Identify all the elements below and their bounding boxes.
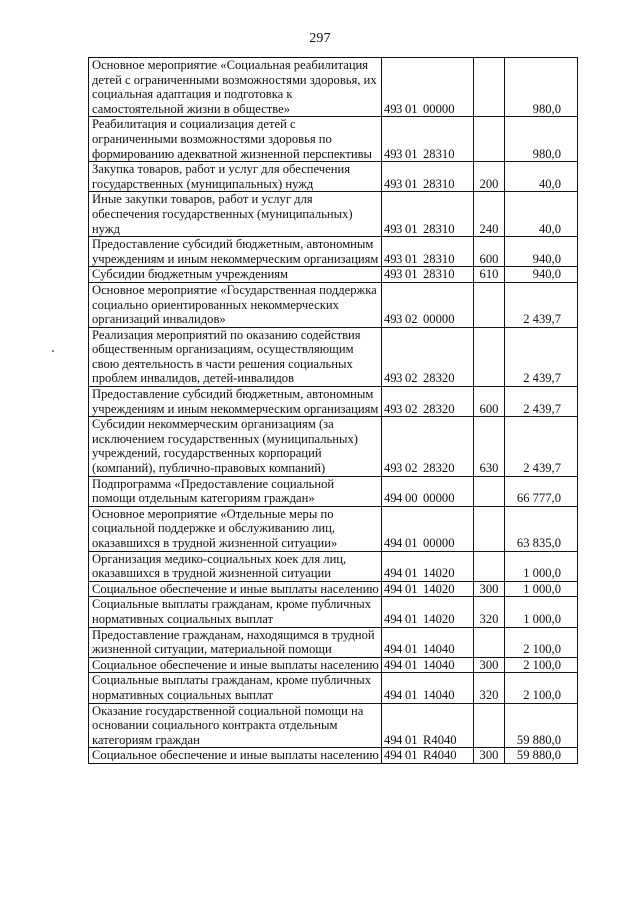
- table-row: [89, 282, 578, 327]
- row-amount: 59 880,0: [505, 748, 578, 764]
- row-expense-type: [474, 476, 505, 506]
- row-name: Реабилитация и социализация детей с ограниченными возможностями здоровья по формированию адекватной жизненной перспективы: [89, 117, 382, 162]
- table-row: [89, 703, 578, 748]
- code-main-event: 01: [405, 251, 418, 266]
- code-program: 49: [384, 146, 397, 161]
- row-name: Социальное обеспечение и иные выплаты населению: [89, 748, 382, 764]
- code-program: 49: [384, 566, 397, 581]
- table-row: [89, 476, 578, 506]
- row-name: Социальные выплаты гражданам, кроме публичных нормативных социальных выплат: [89, 673, 382, 703]
- code-direction: 28320: [423, 401, 455, 416]
- row-name: Социальное обеспечение и иные выплаты населению: [89, 657, 382, 673]
- table-row: [89, 237, 578, 267]
- table-row: [89, 267, 578, 283]
- row-amount: 980,0: [505, 117, 578, 162]
- code-program: 49: [384, 536, 397, 550]
- code-subprogram: 3: [396, 176, 403, 191]
- code-program: 49: [384, 371, 397, 386]
- code-subprogram: 4: [396, 611, 403, 626]
- code-main-event: 01: [405, 642, 418, 657]
- code-direction: 00000: [423, 312, 455, 327]
- row-code: [382, 476, 474, 506]
- row-name: Социальное обеспечение и иные выплаты населению: [89, 581, 382, 597]
- row-amount: 40,0: [505, 162, 578, 192]
- row-code: [382, 581, 474, 597]
- row-code: [382, 703, 474, 748]
- code-direction: 14040: [423, 687, 455, 702]
- code-program: 49: [384, 312, 397, 327]
- code-subprogram: 3: [396, 267, 403, 282]
- code-direction: 00000: [423, 491, 455, 506]
- code-main-event: 00: [405, 491, 418, 506]
- row-amount: 2 439,7: [505, 387, 578, 417]
- code-main-event: 01: [405, 748, 418, 763]
- code-subprogram: 4: [396, 748, 403, 763]
- row-amount: 1 000,0: [505, 551, 578, 581]
- row-amount: 940,0: [505, 267, 578, 283]
- table-row: [89, 58, 578, 117]
- table-row: [89, 657, 578, 673]
- table-row: [89, 192, 578, 237]
- code-program: 49: [384, 748, 397, 763]
- code-direction: 00000: [423, 536, 455, 550]
- row-code: [382, 387, 474, 417]
- row-amount: 2 100,0: [505, 627, 578, 657]
- row-code: [382, 162, 474, 192]
- row-amount: 980,0: [505, 58, 578, 117]
- code-subprogram: 4: [396, 491, 403, 506]
- row-code: [382, 657, 474, 673]
- row-expense-type: 600: [474, 387, 505, 417]
- code-direction: 28320: [423, 371, 455, 386]
- code-subprogram: 3: [396, 371, 403, 386]
- code-subprogram: 3: [396, 461, 403, 476]
- row-name: Социальные выплаты гражданам, кроме публичных нормативных социальных выплат: [89, 597, 382, 627]
- code-subprogram: 3: [396, 221, 403, 236]
- row-amount: 2 100,0: [505, 657, 578, 673]
- code-main-event: 01: [405, 687, 418, 702]
- code-direction: 28310: [423, 251, 455, 266]
- row-amount: 2 439,7: [505, 282, 578, 327]
- row-name: Иные закупки товаров, работ и услуг для обеспечения государственных (муниципальных) нужд: [89, 192, 382, 237]
- row-expense-type: [474, 117, 505, 162]
- code-program: 49: [384, 732, 397, 747]
- code-program: 49: [384, 581, 397, 596]
- code-direction: R4040: [423, 748, 457, 763]
- code-direction: 14040: [423, 657, 455, 672]
- code-main-event: 01: [405, 566, 418, 581]
- table-row: [89, 417, 578, 476]
- row-expense-type: [474, 703, 505, 748]
- code-main-event: 01: [405, 611, 418, 626]
- row-name: Субсидии некоммерческим организациям (за исключением государственных (муниципальных) учреждений, государственных корпораций (компаний), публично-правовых компаний): [89, 417, 382, 476]
- row-name: Субсидии бюджетным учреждениям: [89, 267, 382, 283]
- row-name: Закупка товаров, работ и услуг для обеспечения государственных (муниципальных) нужд: [89, 162, 382, 192]
- code-program: 49: [384, 611, 397, 626]
- row-expense-type: 200: [474, 162, 505, 192]
- table-row: [89, 627, 578, 657]
- row-code: [382, 58, 474, 117]
- code-program: 49: [384, 491, 397, 506]
- code-direction: 28320: [423, 461, 455, 476]
- code-subprogram: 3: [396, 146, 403, 161]
- code-program: 49: [384, 401, 397, 416]
- code-program: 49: [384, 642, 397, 657]
- row-amount: 2 439,7: [505, 327, 578, 386]
- row-expense-type: 320: [474, 597, 505, 627]
- row-expense-type: [474, 58, 505, 117]
- code-main-event: 01: [405, 146, 418, 161]
- code-subprogram: 4: [396, 566, 403, 581]
- row-amount: 2 439,7: [505, 417, 578, 476]
- table-row: [89, 506, 578, 551]
- code-main-event: 01: [405, 176, 418, 191]
- scan-speck: [52, 350, 54, 352]
- code-program: 49: [384, 101, 397, 116]
- row-code: [382, 117, 474, 162]
- row-expense-type: [474, 506, 505, 551]
- row-expense-type: 240: [474, 192, 505, 237]
- row-expense-type: 300: [474, 581, 505, 597]
- code-main-event: 01: [405, 732, 418, 747]
- code-direction: 28310: [423, 221, 455, 236]
- row-expense-type: [474, 627, 505, 657]
- code-subprogram: 4: [396, 732, 403, 747]
- row-amount: 1 000,0: [505, 597, 578, 627]
- code-main-event: 02: [405, 312, 418, 327]
- code-main-event: 01: [405, 581, 418, 596]
- row-name: Основное мероприятие «Социальная реабилитация детей с ограниченными возможностями здоровья, их социальная адаптация и подготовка к самостоятельной жизни в обществе»: [89, 58, 382, 117]
- row-amount: 2 100,0: [505, 673, 578, 703]
- table-row: [89, 581, 578, 597]
- code-direction: 14020: [423, 566, 455, 581]
- code-program: 49: [384, 461, 397, 476]
- table-row: [89, 117, 578, 162]
- budget-table: [88, 57, 578, 764]
- table-row: [89, 748, 578, 764]
- row-code: [382, 267, 474, 283]
- code-program: 49: [384, 267, 397, 282]
- code-subprogram: 4: [396, 657, 403, 672]
- row-code: [382, 237, 474, 267]
- row-amount: 40,0: [505, 192, 578, 237]
- row-code: [382, 597, 474, 627]
- table-row: [89, 162, 578, 192]
- row-name: Предоставление субсидий бюджетным, автономным учреждениям и иным некоммерческим организациям: [89, 387, 382, 417]
- code-main-event: 02: [405, 401, 418, 416]
- table-row: [89, 327, 578, 386]
- row-name: Предоставление гражданам, находящимся в трудной жизненной ситуации, материальной помощи: [89, 627, 382, 657]
- row-code: [382, 627, 474, 657]
- row-expense-type: [474, 282, 505, 327]
- code-subprogram: 3: [396, 401, 403, 416]
- row-name: Реализация мероприятий по оказанию содействия общественным организациям, осуществляющим свою деятельность в части решения социальных проблем инвалидов, детей-инвалидов: [89, 327, 382, 386]
- code-subprogram: 3: [396, 251, 403, 266]
- code-subprogram: 4: [396, 581, 403, 596]
- code-program: 49: [384, 251, 397, 266]
- code-main-event: 01: [405, 657, 418, 672]
- row-code: [382, 506, 474, 551]
- code-program: 49: [384, 657, 397, 672]
- row-amount: 63 835,0: [505, 506, 578, 551]
- code-direction: 28310: [423, 176, 455, 191]
- code-subprogram: 3: [396, 101, 403, 116]
- code-main-event: 01: [405, 267, 418, 282]
- code-direction: 28310: [423, 267, 455, 282]
- budget-table-body: [89, 58, 578, 764]
- table-row: [89, 673, 578, 703]
- row-code: [382, 417, 474, 476]
- code-subprogram: 4: [396, 642, 403, 657]
- code-main-event: 02: [405, 371, 418, 386]
- row-amount: 59 880,0: [505, 703, 578, 748]
- row-expense-type: [474, 327, 505, 386]
- code-main-event: 02: [405, 461, 418, 476]
- row-expense-type: 600: [474, 237, 505, 267]
- row-name: Организация медико-социальных коек для лиц, оказавшихся в трудной жизненной ситуации: [89, 551, 382, 581]
- code-subprogram: 4: [396, 687, 403, 702]
- row-code: [382, 673, 474, 703]
- code-program: 49: [384, 687, 397, 702]
- row-expense-type: [474, 551, 505, 581]
- table-row: [89, 387, 578, 417]
- code-main-event: 01: [405, 101, 418, 116]
- row-expense-type: 320: [474, 673, 505, 703]
- row-name: Основное мероприятие «Отдельные меры по социальной поддержке и обслуживанию лиц, оказавшихся в трудной жизненной ситуации»: [89, 506, 382, 551]
- row-name: Основное мероприятие «Государственная поддержка социально ориентированных некоммерческих организаций инвалидов»: [89, 282, 382, 327]
- code-main-event: 01: [405, 536, 418, 550]
- row-name: Подпрограмма «Предоставление социальной помощи отдельным категориям граждан»: [89, 476, 382, 506]
- table-row: [89, 551, 578, 581]
- row-amount: 940,0: [505, 237, 578, 267]
- row-name: Оказание государственной социальной помощи на основании социального контракта отдельным категориям граждан: [89, 703, 382, 748]
- row-expense-type: 630: [474, 417, 505, 476]
- table-row: [89, 597, 578, 627]
- row-code: [382, 327, 474, 386]
- row-amount: 66 777,0: [505, 476, 578, 506]
- code-direction: 00000: [423, 101, 455, 116]
- page-number: 297: [309, 31, 331, 46]
- code-subprogram: 4: [396, 536, 403, 550]
- code-direction: 14040: [423, 642, 455, 657]
- row-expense-type: 300: [474, 748, 505, 764]
- code-direction: R4040: [423, 732, 457, 747]
- code-program: 49: [384, 221, 397, 236]
- code-direction: 28310: [423, 146, 455, 161]
- row-code: [382, 748, 474, 764]
- row-name: Предоставление субсидий бюджетным, автономным учреждениям и иным некоммерческим организациям: [89, 237, 382, 267]
- code-direction: 14020: [423, 611, 455, 626]
- row-code: [382, 551, 474, 581]
- row-expense-type: 610: [474, 267, 505, 283]
- row-code: [382, 282, 474, 327]
- code-main-event: 01: [405, 221, 418, 236]
- code-subprogram: 3: [396, 312, 403, 327]
- row-expense-type: 300: [474, 657, 505, 673]
- code-direction: 14020: [423, 581, 455, 596]
- row-code: [382, 192, 474, 237]
- row-amount: 1 000,0: [505, 581, 578, 597]
- code-program: 49: [384, 176, 397, 191]
